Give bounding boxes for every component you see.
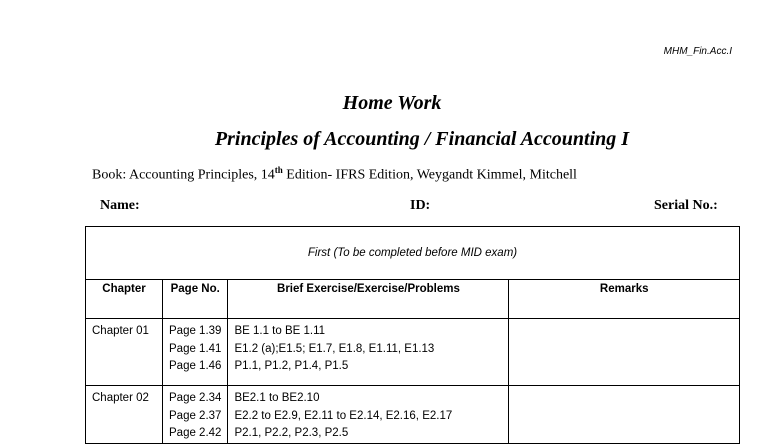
document-code: MHM_Fin.Acc.I — [663, 46, 732, 57]
problem-line: E1.2 (a);E1.5; E1.7, E1.8, E1.11, E1.13 — [234, 342, 435, 355]
column-header-remarks: Remarks — [509, 280, 740, 319]
homework-table — [85, 226, 740, 444]
problem-line: BE2.1 to BE2.10 — [234, 392, 320, 404]
table-row — [86, 386, 740, 444]
column-header-problems: Brief Exercise/Exercise/Problems — [228, 280, 509, 319]
edition-superscript: th — [274, 165, 283, 175]
name-label: Name: — [100, 198, 140, 213]
section-title: First (To be completed before MID exam) — [86, 227, 740, 280]
serial-label: Serial No.: — [654, 198, 718, 213]
book-reference — [92, 165, 577, 184]
pages-cell — [163, 319, 228, 386]
page-line: Page 1.46 — [169, 360, 222, 372]
page-line: Page 2.37 — [169, 409, 222, 422]
problems-cell — [228, 386, 509, 444]
page-line: Page 2.34 — [169, 392, 222, 404]
problems-cell — [228, 319, 509, 386]
page-line: Page 2.42 — [169, 427, 222, 439]
remarks-cell — [509, 319, 740, 386]
pages-cell — [163, 386, 228, 444]
id-label: ID: — [410, 198, 431, 213]
remarks-cell — [509, 386, 740, 444]
column-header-page: Page No. — [163, 280, 228, 319]
column-header-chapter: Chapter — [86, 280, 163, 319]
section-row — [86, 227, 740, 280]
chapter-cell: Chapter 01 — [86, 319, 163, 386]
problem-line: BE 1.1 to BE 1.11 — [234, 325, 326, 337]
problem-line: P1.1, P1.2, P1.4, P1.5 — [234, 360, 349, 372]
page-title: Home Work — [342, 92, 442, 114]
course-title: Principles of Accounting / Financial Accounting I — [214, 128, 630, 150]
book-suffix: Edition- IFRS Edition, Weygandt Kimmel, Mitchell — [282, 167, 577, 183]
book-prefix: Book: Accounting Principles, 14 — [92, 167, 275, 183]
table-row — [86, 319, 740, 386]
problem-line: P2.1, P2.2, P2.3, P2.5 — [234, 427, 349, 439]
page-line: Page 1.41 — [169, 342, 222, 355]
chapter-cell: Chapter 02 — [86, 386, 163, 444]
header-row — [86, 280, 740, 319]
problem-line: E2.2 to E2.9, E2.11 to E2.14, E2.16, E2.17 — [234, 409, 453, 422]
page-line: Page 1.39 — [169, 325, 222, 337]
